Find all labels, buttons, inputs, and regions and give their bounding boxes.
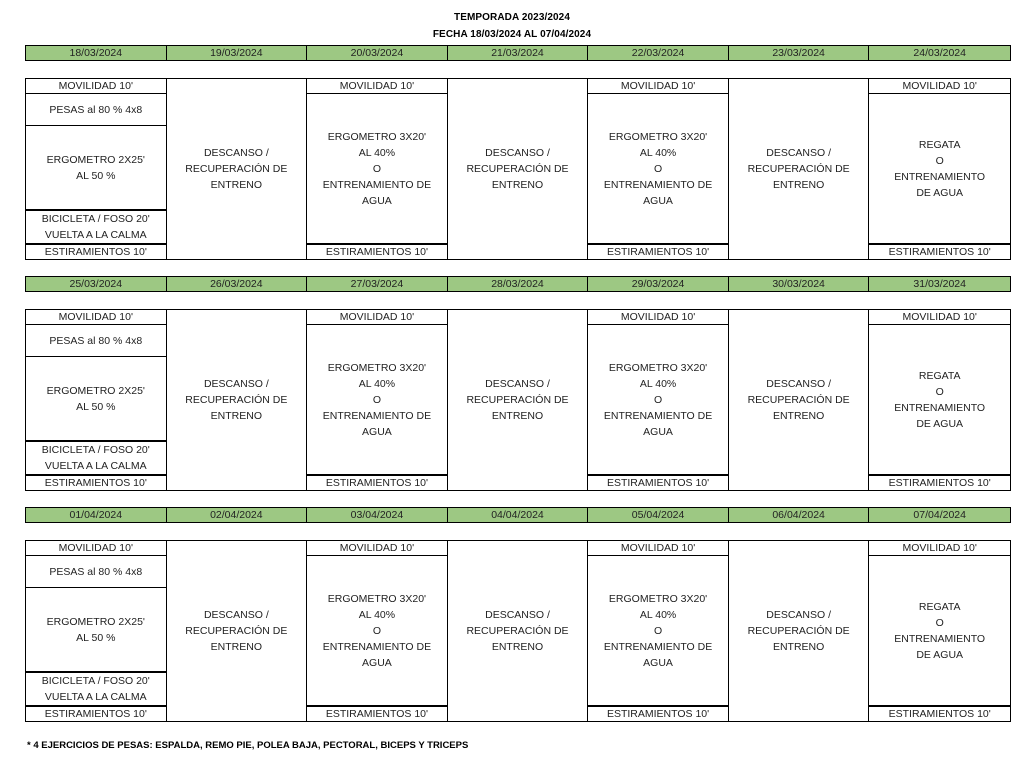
tuesday-column bbox=[167, 78, 308, 260]
date-cell: 04/04/2024 bbox=[448, 508, 589, 522]
rest-line3: ENTRENO bbox=[491, 641, 544, 653]
regatta-line1: REGATA bbox=[918, 600, 961, 613]
rest-line2: RECUPERACIÓN DE bbox=[747, 625, 850, 637]
ergometer-25-line2: AL 50 % bbox=[76, 169, 116, 182]
ergometer-20-line5: AGUA bbox=[362, 194, 392, 207]
date-cell: 19/03/2024 bbox=[167, 46, 308, 60]
date-cell: 22/03/2024 bbox=[588, 46, 729, 60]
rest-cell bbox=[729, 310, 869, 490]
ergometer-20-line3: O bbox=[653, 162, 663, 175]
rest-cell bbox=[448, 541, 588, 721]
date-cell: 20/03/2024 bbox=[307, 46, 448, 60]
ergometer-25-line1: ERGOMETRO 2X25' bbox=[46, 153, 145, 166]
rest-cell bbox=[448, 79, 588, 259]
bike-line2: VUELTA A LA CALMA bbox=[44, 460, 147, 472]
ergometer-20-line1: ERGOMETRO 3X20' bbox=[327, 592, 427, 605]
mobility-cell: MOVILIDAD 10' bbox=[26, 310, 166, 325]
saturday-column bbox=[729, 78, 870, 260]
bike-cooldown-cell bbox=[26, 442, 166, 475]
ergometer-20-line3: O bbox=[372, 393, 381, 406]
regatta-line2: O bbox=[935, 616, 944, 629]
wednesday-column bbox=[307, 309, 448, 491]
ergometer-25-cell bbox=[26, 126, 166, 211]
tuesday-column bbox=[167, 309, 308, 491]
date-cell: 23/03/2024 bbox=[729, 46, 870, 60]
mobility-cell: MOVILIDAD 10' bbox=[588, 310, 728, 325]
date-bar bbox=[25, 507, 1011, 523]
date-cell: 25/03/2024 bbox=[26, 277, 167, 291]
rest-cell bbox=[167, 79, 307, 259]
bike-line1: BICICLETA / FOSO 20' bbox=[41, 675, 150, 687]
date-cell: 27/03/2024 bbox=[307, 277, 448, 291]
mobility-cell: MOVILIDAD 10' bbox=[307, 310, 447, 325]
mobility-cell: MOVILIDAD 10' bbox=[307, 79, 447, 94]
mobility-cell: MOVILIDAD 10' bbox=[307, 541, 447, 556]
monday-column bbox=[26, 78, 167, 260]
sunday-column bbox=[869, 540, 1010, 722]
ergometer-25-line1: ERGOMETRO 2X25' bbox=[46, 384, 145, 397]
saturday-column bbox=[729, 309, 870, 491]
ergometer-25-line1: ERGOMETRO 2X25' bbox=[46, 615, 145, 628]
date-cell: 24/03/2024 bbox=[913, 47, 966, 59]
rest-line2: RECUPERACIÓN DE bbox=[466, 163, 569, 175]
ergometer-20-line3: O bbox=[372, 162, 381, 175]
wednesday-column bbox=[307, 540, 448, 722]
date-range-title: FECHA 18/03/2024 AL 07/04/2024 bbox=[432, 29, 592, 40]
ergometer-20-line5: AGUA bbox=[362, 425, 392, 438]
ergometer-20-line4: ENTRENAMIENTO DE bbox=[322, 409, 432, 422]
weights-cell: PESAS al 80 % 4x8 bbox=[26, 325, 166, 357]
regatta-line1: REGATA bbox=[918, 369, 961, 382]
regatta-line3: ENTRENAMIENTO bbox=[894, 401, 986, 414]
week-schedule bbox=[25, 540, 1011, 722]
rest-line2: RECUPERACIÓN DE bbox=[185, 625, 288, 637]
ergometer-25-cell bbox=[26, 588, 166, 673]
rest-line3: ENTRENO bbox=[772, 641, 825, 653]
date-cell: 31/03/2024 bbox=[913, 278, 966, 290]
rest-line2: RECUPERACIÓN DE bbox=[185, 163, 288, 175]
mobility-cell: MOVILIDAD 10' bbox=[26, 79, 166, 94]
date-cell: 28/03/2024 bbox=[448, 277, 589, 291]
stretching-cell: ESTIRAMIENTOS 10' bbox=[588, 475, 728, 490]
monday-column bbox=[26, 309, 167, 491]
rest-line2: RECUPERACIÓN DE bbox=[185, 394, 288, 406]
ergometer-20-line2: AL 40% bbox=[358, 608, 396, 621]
rest-line1: DESCANSO / bbox=[203, 147, 269, 159]
regatta-line3: ENTRENAMIENTO bbox=[894, 632, 986, 645]
thursday-column bbox=[448, 78, 589, 260]
ergometer-25-line2: AL 50 % bbox=[76, 400, 116, 413]
ergometer-20-line2: AL 40% bbox=[639, 146, 677, 159]
ergometer-20-line4: ENTRENAMIENTO DE bbox=[322, 640, 432, 653]
rest-line1: DESCANSO / bbox=[485, 147, 550, 159]
stretching-cell: ESTIRAMIENTOS 10' bbox=[588, 244, 728, 259]
ergometer-20-line4: ENTRENAMIENTO DE bbox=[603, 178, 713, 191]
weights-cell: PESAS al 80 % 4x8 bbox=[26, 94, 166, 126]
date-bar bbox=[25, 276, 1011, 292]
regatta-line2: O bbox=[935, 154, 944, 167]
rest-line2: RECUPERACIÓN DE bbox=[747, 394, 850, 406]
thursday-column bbox=[448, 540, 589, 722]
ergometer-25-line2: AL 50 % bbox=[76, 631, 116, 644]
mobility-cell: MOVILIDAD 10' bbox=[869, 79, 1010, 94]
ergometer-20-cell bbox=[588, 556, 728, 706]
sunday-column bbox=[869, 309, 1010, 491]
rest-line2: RECUPERACIÓN DE bbox=[466, 394, 569, 406]
mobility-cell: MOVILIDAD 10' bbox=[869, 310, 1010, 325]
bike-cooldown-cell bbox=[26, 673, 166, 706]
ergometer-20-cell bbox=[307, 94, 447, 244]
rest-line3: ENTRENO bbox=[772, 410, 825, 422]
date-cell: 21/03/2024 bbox=[448, 46, 589, 60]
rest-line1: DESCANSO / bbox=[766, 609, 832, 621]
regatta-cell bbox=[869, 325, 1010, 475]
ergometer-20-line3: O bbox=[653, 393, 663, 406]
bike-line1: BICICLETA / FOSO 20' bbox=[41, 444, 150, 456]
stretching-cell: ESTIRAMIENTOS 10' bbox=[869, 475, 1010, 490]
monday-column bbox=[26, 540, 167, 722]
ergometer-20-line5: AGUA bbox=[643, 194, 673, 207]
rest-cell bbox=[729, 541, 869, 721]
mobility-cell: MOVILIDAD 10' bbox=[588, 79, 728, 94]
rest-line2: RECUPERACIÓN DE bbox=[747, 163, 850, 175]
friday-column bbox=[588, 309, 729, 491]
stretching-cell: ESTIRAMIENTOS 10' bbox=[26, 475, 166, 490]
saturday-column bbox=[729, 540, 870, 722]
rest-line3: ENTRENO bbox=[772, 179, 825, 191]
ergometer-20-line4: ENTRENAMIENTO DE bbox=[603, 640, 713, 653]
rest-line2: RECUPERACIÓN DE bbox=[466, 625, 569, 637]
regatta-line3: ENTRENAMIENTO bbox=[894, 170, 986, 183]
rest-line3: ENTRENO bbox=[491, 179, 544, 191]
weights-cell: PESAS al 80 % 4x8 bbox=[26, 556, 166, 588]
ergometer-20-cell bbox=[307, 556, 447, 706]
ergometer-20-line5: AGUA bbox=[362, 656, 392, 669]
week-schedule bbox=[25, 309, 1011, 491]
rest-line1: DESCANSO / bbox=[766, 378, 832, 390]
date-cell: 29/03/2024 bbox=[588, 277, 729, 291]
regatta-line2: O bbox=[935, 385, 944, 398]
rest-line3: ENTRENO bbox=[210, 179, 263, 191]
date-cell: 26/03/2024 bbox=[167, 277, 308, 291]
bike-line2: VUELTA A LA CALMA bbox=[44, 229, 147, 241]
ergometer-20-line2: AL 40% bbox=[639, 608, 677, 621]
ergometer-20-line2: AL 40% bbox=[358, 146, 396, 159]
date-bar bbox=[25, 45, 1011, 61]
mobility-cell: MOVILIDAD 10' bbox=[869, 541, 1010, 556]
stretching-cell: ESTIRAMIENTOS 10' bbox=[26, 706, 166, 721]
regatta-line4: DE AGUA bbox=[916, 417, 964, 430]
rest-cell bbox=[448, 310, 588, 490]
rest-line1: DESCANSO / bbox=[203, 378, 269, 390]
ergometer-20-line4: ENTRENAMIENTO DE bbox=[603, 409, 713, 422]
rest-line1: DESCANSO / bbox=[485, 378, 550, 390]
ergometer-20-line3: O bbox=[653, 624, 663, 637]
stretching-cell: ESTIRAMIENTOS 10' bbox=[588, 706, 728, 721]
rest-cell bbox=[167, 310, 307, 490]
date-cell: 02/04/2024 bbox=[167, 508, 308, 522]
bike-cooldown-cell bbox=[26, 211, 166, 244]
ergometer-25-cell bbox=[26, 357, 166, 442]
rest-line3: ENTRENO bbox=[210, 410, 263, 422]
stretching-cell: ESTIRAMIENTOS 10' bbox=[307, 244, 447, 259]
regatta-line1: REGATA bbox=[918, 138, 961, 151]
stretching-cell: ESTIRAMIENTOS 10' bbox=[869, 706, 1010, 721]
date-cell: 07/04/2024 bbox=[913, 509, 966, 521]
sunday-column bbox=[869, 78, 1010, 260]
rest-line1: DESCANSO / bbox=[485, 609, 550, 621]
date-cell: 30/03/2024 bbox=[729, 277, 870, 291]
rest-cell bbox=[729, 79, 869, 259]
rest-line1: DESCANSO / bbox=[766, 147, 832, 159]
rest-line3: ENTRENO bbox=[491, 410, 544, 422]
ergometer-20-cell bbox=[588, 94, 728, 244]
date-cell: 05/04/2024 bbox=[588, 508, 729, 522]
ergometer-20-line5: AGUA bbox=[643, 425, 673, 438]
ergometer-20-cell bbox=[588, 325, 728, 475]
friday-column bbox=[588, 78, 729, 260]
regatta-cell bbox=[869, 556, 1010, 706]
date-cell: 01/04/2024 bbox=[26, 508, 167, 522]
date-cell: 06/04/2024 bbox=[729, 508, 870, 522]
stretching-cell: ESTIRAMIENTOS 10' bbox=[307, 706, 447, 721]
stretching-cell: ESTIRAMIENTOS 10' bbox=[26, 244, 166, 259]
mobility-cell: MOVILIDAD 10' bbox=[588, 541, 728, 556]
ergometer-20-line1: ERGOMETRO 3X20' bbox=[608, 130, 708, 143]
footnote: * 4 EJERCICIOS DE PESAS: ESPALDA, REMO PIE, POLEA BAJA, PECTORAL, BICEPS Y TRICEPS bbox=[27, 740, 469, 751]
regatta-cell bbox=[869, 94, 1010, 244]
regatta-line4: DE AGUA bbox=[916, 186, 964, 199]
ergometer-20-line1: ERGOMETRO 3X20' bbox=[608, 361, 708, 374]
week-schedule bbox=[25, 78, 1011, 260]
date-cell: 03/04/2024 bbox=[307, 508, 448, 522]
rest-cell bbox=[167, 541, 307, 721]
bike-line2: VUELTA A LA CALMA bbox=[44, 691, 147, 703]
rest-line1: DESCANSO / bbox=[203, 609, 269, 621]
ergometer-20-line2: AL 40% bbox=[358, 377, 396, 390]
tuesday-column bbox=[167, 540, 308, 722]
ergometer-20-line4: ENTRENAMIENTO DE bbox=[322, 178, 432, 191]
rest-line3: ENTRENO bbox=[210, 641, 263, 653]
ergometer-20-line2: AL 40% bbox=[639, 377, 677, 390]
stretching-cell: ESTIRAMIENTOS 10' bbox=[307, 475, 447, 490]
stretching-cell: ESTIRAMIENTOS 10' bbox=[869, 244, 1010, 259]
bike-line1: BICICLETA / FOSO 20' bbox=[41, 213, 150, 225]
wednesday-column bbox=[307, 78, 448, 260]
thursday-column bbox=[448, 309, 589, 491]
friday-column bbox=[588, 540, 729, 722]
mobility-cell: MOVILIDAD 10' bbox=[26, 541, 166, 556]
date-cell: 18/03/2024 bbox=[26, 46, 167, 60]
season-title: TEMPORADA 2023/2024 bbox=[453, 12, 571, 23]
ergometer-20-line1: ERGOMETRO 3X20' bbox=[327, 130, 427, 143]
ergometer-20-cell bbox=[307, 325, 447, 475]
ergometer-20-line5: AGUA bbox=[643, 656, 673, 669]
ergometer-20-line1: ERGOMETRO 3X20' bbox=[327, 361, 427, 374]
ergometer-20-line3: O bbox=[372, 624, 381, 637]
ergometer-20-line1: ERGOMETRO 3X20' bbox=[608, 592, 708, 605]
regatta-line4: DE AGUA bbox=[916, 648, 964, 661]
